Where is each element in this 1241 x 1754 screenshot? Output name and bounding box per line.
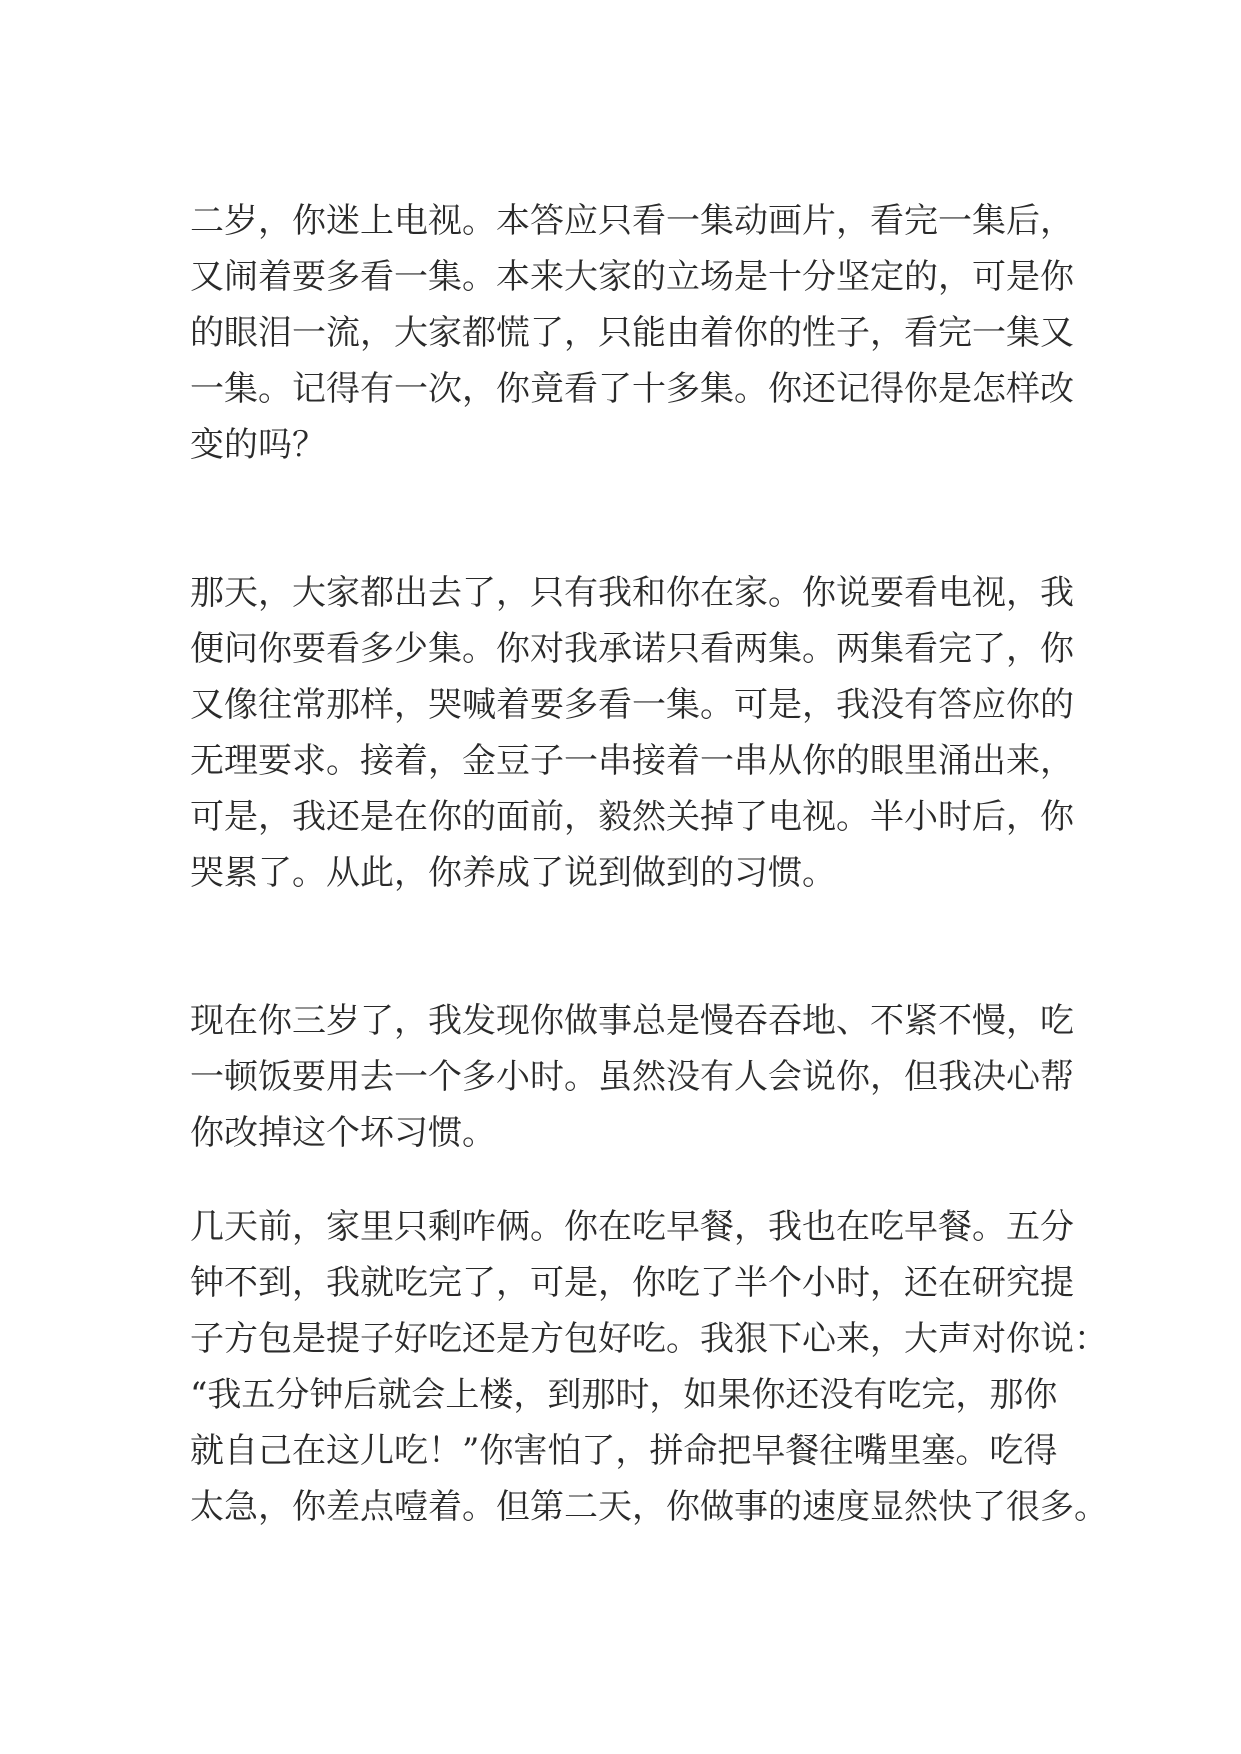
paragraph-line: 那天，大家都出去了，只有我和你在家。你说要看电视，我 bbox=[190, 573, 1074, 613]
paragraph-4 bbox=[190, 1199, 1108, 1535]
paragraph-line: “我五分钟后就会上楼，到那时，如果你还没有吃完，那你 bbox=[190, 1375, 1058, 1415]
paragraph-line: 便问你要看多少集。你对我承诺只看两集。两集看完了，你 bbox=[190, 629, 1074, 669]
paragraph-line: 就自己在这儿吃！”你害怕了，拼命把早餐往嘴里塞。吃得 bbox=[190, 1431, 1058, 1471]
paragraph-line: 又闹着要多看一集。本来大家的立场是十分坚定的，可是你 bbox=[190, 257, 1074, 297]
paragraph-line: 几天前，家里只剩咋俩。你在吃早餐，我也在吃早餐。五分 bbox=[190, 1207, 1074, 1247]
paragraph-line: 你改掉这个坏习惯。 bbox=[190, 1113, 496, 1153]
paragraph-line: 可是，我还是在你的面前，毅然关掉了电视。半小时后，你 bbox=[190, 797, 1074, 837]
paragraph-line: 一集。记得有一次，你竟看了十多集。你还记得你是怎样改 bbox=[190, 369, 1074, 409]
paragraph-line: 钟不到，我就吃完了，可是，你吃了半个小时，还在研究提 bbox=[190, 1263, 1074, 1303]
paragraph-line: 的眼泪一流，大家都慌了，只能由着你的性子，看完一集又 bbox=[190, 313, 1074, 353]
paragraph-line: 无理要求。接着，金豆子一串接着一串从你的眼里涌出来， bbox=[190, 741, 1074, 781]
paragraph-line: 二岁，你迷上电视。本答应只看一集动画片，看完一集后， bbox=[190, 201, 1074, 241]
paragraph-line: 现在你三岁了，我发现你做事总是慢吞吞地、不紧不慢，吃 bbox=[190, 1001, 1074, 1041]
paragraph-line: 一顿饭要用去一个多小时。虽然没有人会说你，但我决心帮 bbox=[190, 1057, 1074, 1097]
paragraph-line: 太急，你差点噎着。但第二天，你做事的速度显然快了很多。 bbox=[190, 1487, 1108, 1527]
paragraph-2 bbox=[190, 565, 1074, 901]
paragraph-line: 子方包是提子好吃还是方包好吃。我狠下心来，大声对你说： bbox=[190, 1319, 1108, 1359]
paragraph-line: 变的吗？ bbox=[190, 425, 326, 465]
paragraph-1 bbox=[190, 193, 1074, 473]
paragraph-line: 哭累了。从此，你养成了说到做到的习惯。 bbox=[190, 853, 836, 893]
paragraph-3 bbox=[190, 993, 1074, 1161]
paragraph-line: 又像往常那样，哭喊着要多看一集。可是，我没有答应你的 bbox=[190, 685, 1074, 725]
